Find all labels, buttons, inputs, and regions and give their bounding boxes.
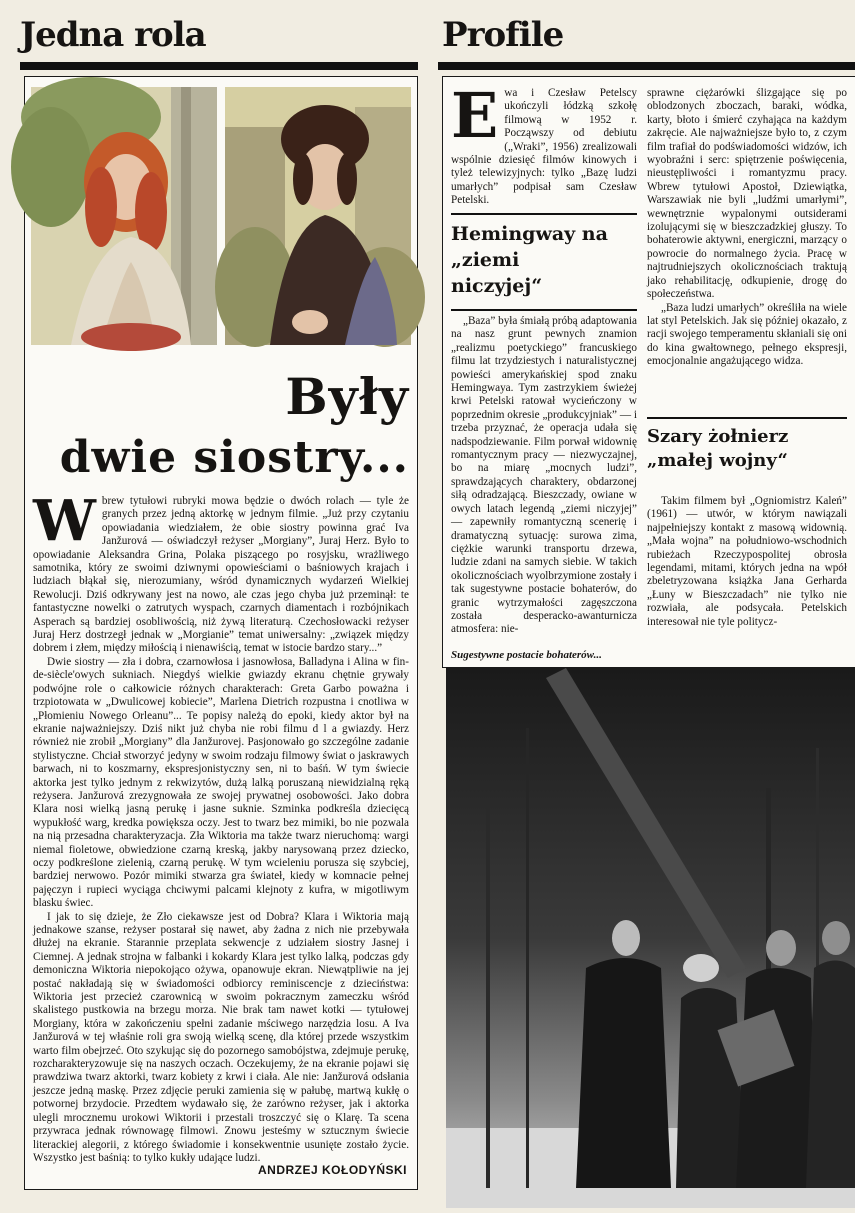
intro-paragraph: wa i Czesław Petelscy ukończyli łódzką szkołę filmową w 1952 r. Począwszy od debiutu („Wraki”, 1956) zrealizowali wspólnie dziesięć filmów kinowych i tyleż telewizyjnych: tylko „Bazę ludzi umarłych” podpisał sam Czesław Petelski. [451, 87, 637, 207]
photo-caption: Sugestywne postacie bohaterów... [451, 649, 602, 661]
column-2-body [647, 87, 847, 368]
paragraph-1: brew tytułowi rubryki mowa będzie o dwóch rolach — tyle że granych przez jedną aktorkę w jednym filmie. „Już przy czytaniu opowiadania wiedziałem, że obie siostry powinna grać Iva Janžurová — oświadczył reżyser „Morgiany”, Juraj Herz. Było to opowiadanie Aleksandra Grina, Polaka piszącego po rosyjsku, wrażliwego samotnika, który ze swoimi dziwnymi opowieściami o baśniowych krajach i ludziach błąkał się, nierozumiany, wśród dynamicznych wydarzeń Wielkiej Rewolucji. Dziś odkrywany jest na nowo, ale czas jego chyba już przeminął: te fantastyczne nowelki o zatrutych wyspach, czarnych diamentach i rozbójnikach Asperach są bardziej osobliwością, niż żywą literaturą. Czechosłowacki reżyser Juraj Herz dostrzegł jednak w „Morgianie” temat uniwersalny: „związek między dobrem i złem, między miłością i nienawiścią, temat w istocie bardzo stary...” [33, 495, 409, 655]
paragraph-2: Dwie siostry — zła i dobra, czarnowłosa i jasnowłosa, Balladyna i Alina w fin-de-siècle'owych sukniach. Niegdyś wielkie gwiazdy ekranu chętnie grywały podwójne role o całkowicie różnych charakterach: Greta Garbo poważna i trzpiotowata w „Dwulicowej kobiecie”, Marlena Dietrich rozpustna i cnotliwa w „Płomieniu Nowego Orleanu”... Te popisy należą do epoki, kiedy aktor był na ekranie najważniejszy. Dziś nikt już chyba nie robi filmu d l a gwiazdy. Herz również nie zrobił „Morgiany” dla Janžurovej. Pasjonowało go szczególne zadanie stylistyczne. Chciał stworzyć jedyny w swoim rodzaju filmowy świat o jaskrawych barwach, ni to koszmarny, ekspresjonistyczny sen, ni to baśń. W tym świecie aktorka jest tylko jednym z rekwizytów, dużą lalką poruszaną niewidzialną ręką reżysera. Janžurová zrezygnowała ze swojej prywatnej osobowości. Jako dobra Klara nosi wielką jasną perukę i jasne suknie. Szminka podkreśla dziecięcą wypukłość warg, kredka powiększa oczy. Jest to twarz bez mimiki, bo nie pozwala na nią przesadna charakteryzacja. Zła Wiktoria ma także twarz nieruchomą: wargi niemal fioletowe, obwiedzione czarną kreską, jakby narysowaną przez dziecko, oczy podkreślone zielenią, czarną perukę. W tym wcieleniu porusza się szybciej, bardziej nerwowo. Pozór mimiki stwarza gra świateł, kiedy w komnacie pełnej pajęczyn i rupieci wyciąga chciwymi palcami klejnoty z kufra, w migotliwym blasku świec. [33, 655, 409, 910]
author-byline: ANDRZEJ KOŁODYŃSKI [257, 1163, 407, 1177]
column-2-body-c [647, 495, 847, 635]
photo-wiktoria [225, 87, 411, 345]
intro-text [451, 79, 637, 208]
section-title-jedna-rola: Jedna rola [20, 15, 206, 55]
column-2-paragraph-3: Takim filmem był „Ogniomistrz Kaleń” (1961) — utwór, w którym nawiązali najpełniejszy kontakt z masową widownią. „Mała wojna” na południowo-wschodnich rubieżach Rzeczypospolitej obrosła legendami, mitami, których jedna na wpół zbeletryzowana książka Jana Gerharda „Łuny w Bieszczadach” nie tylko nie rozwiała, ale podsycała. Petelskich interesował nie tyle politycz- [647, 495, 847, 628]
divider-1 [451, 213, 637, 215]
photo-film-still [446, 668, 855, 1208]
divider-3 [647, 417, 847, 419]
subhead-hemingway: Hemingway na „ziemi niczyjej“ [451, 223, 608, 297]
column-2-paragraph-2: „Baza ludzi umarłych” określiła na wiele lat styl Petelskich. Jak się później okazało, z racji swojego temperamentu skłaniali się oni do kina gwałtownego, pełnego ekspresji, emocjonalnie angażującego widza. [647, 301, 847, 368]
headline-line-2: dwie siostry... [59, 432, 409, 483]
paragraph-3: I jak to się dzieje, że Zło ciekawsze jest od Dobra? Klara i Wiktoria mają jednakowe szanse, reżyser postarał się nawet, aby żadna z nich nie przebywała dłużej na ekranie. Starannie przeplata sekwencje z udziałem siostry Jasnej i Ciemnej. A jednak strojna w falbanki i kokardy Klara jest tylko lalką, podczas gdy demoniczna Wiktoria niepokojąco ożywa, opanowuje ekran. Niewątpliwie na jej postać nakładają się w świadomości odbiorcy reminiscencje z dzieciństwa: Wiktoria jest przecież czarownicą w swoim pokracznym zameczku wśród skalistego pustkowia na brzegu morza. Nie brak tam nawet kotki — tytułowej Morgiany, która w zakończeniu spełni zadanie mściwego narzędzia losu. A Iva Janžurová w tej właśnie roli gra swoją wielką scenę, dla której przede wszystkim warto film obejrzeć. Oto szykując się do pozornego samobójstwa, zdejmuje perukę, rozcharakteryzowuje się na naszych oczach. Oczekujemy, że na ekranie pojawi się prawdziwa twarz aktorki, twarz kobiety z krwi i ciała. Ale nie: Janžurová odsłania jeszcze jedną maskę. Przez zdjęcie peruki zamienia się w pałubę, martwą kukłę o potwornej brzydocie. Przedtem wydawało się, że zarówno reżyser, jak i aktorka ulegli mrocznemu urokowi Wiktorii i przestali troszczyć się o Klarę. Ta scena przywraca jednak równowagę filmowi. Znowu jesteśmy w sztucznym świecie literackiej alegorii, z którego świadomie i konsekwentnie usunięte zostało życie. Wszystko jest baśnią: to tylko kukły udające ludzi. [33, 910, 409, 1164]
article-panel-right [442, 76, 855, 668]
headline-line-1: Były [285, 367, 409, 426]
column-2-paragraph-1: sprawne ciężarówki ślizgające się po oblodzonych zboczach, baraki, wódka, karty, błoto i śmierć czyhająca na każdym zakręcie. Ale najważniejsze było to, z czym film trafiał do podświadomości widzów, ich wyobraźni i serc: spiętrzenie poświęcenia, nieustępliwości i romantyzmu pracy. Wbrew tytułowi Apostoł, Dziewiątka, Warszawiak nie byli „ludźmi umarłymi”, wewnętrznie wypalonymi outsiderami izolującymi się w bieszczadzkiej głuszy. To bohaterowie aktywni, energiczni, marzący o powrocie do normalnego życia. Pracę w najtrudniejszych okolicznościach traktują jako rehabilitację, odkupienie, drogę do społeczeństwa. [647, 87, 847, 301]
divider-2 [451, 309, 637, 311]
section-rule-left [20, 62, 418, 70]
column-1-paragraph: „Baza” była śmiałą próbą adaptowania na nasz grunt pewnych znamion „realizmu poetyckiego” francuskiego filmu lat trzydziestych i naturalistycznej powieści amerykańskiej spod znaku Hemingwaya. Tym zastrzykiem świeżej krwi Petelski ratował wycieńczony w poprzednim okresie „produkcyjniak” — i trzeba przyznać, że operacja udała się nadspodziewanie. Film porwał widownię romantycznym pracy — niezwyczajnej, bo na miarę „mocnych ludzi”, sprawdzających charaktery, obdarzonej siłą odradzającą. Bieszczady, owiane w owych latach legendą „ziemi niczyjej” — zapewniły romantyczną scenerię i dramatyczną sytuację: surowa zima, ciężkie warunki transportu drzewa, ludzie zdani na samych siebie. W takich okolicznościach wyolbrzymione zostały i tak sugestywne postacie bohaterów, do granic wytrzymałości zagęszczona została desperacko-awanturnicza atmosfera: nie- [451, 315, 637, 636]
section-rule-right [438, 62, 855, 70]
dropcap-w: W [33, 488, 96, 554]
column-1-body [451, 315, 637, 655]
photo-klara [31, 87, 217, 345]
article-body-left [33, 488, 409, 1164]
article-panel-left [24, 76, 418, 1190]
section-title-profile: Profile [442, 15, 564, 55]
dropcap-e: E [451, 79, 499, 152]
subhead-szary-zolnierz: Szary żołnierz „małej wojny“ [647, 426, 789, 471]
